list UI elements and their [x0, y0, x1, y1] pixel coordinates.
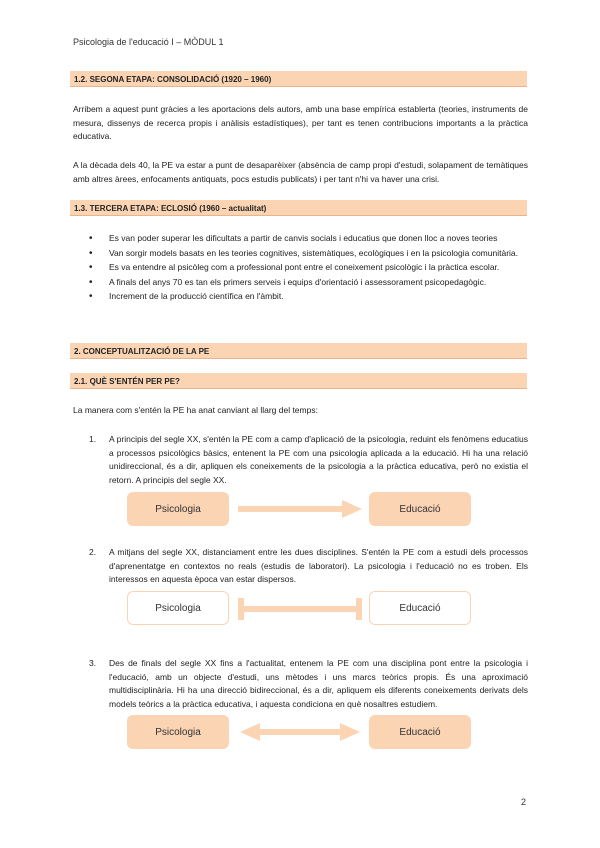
numbered-item-3: 3. Des de finals del segle XX fins a l'actualitat, entenem la PE com una disciplina pont entre la psicologia i l'educació, amb un objecte d'estudi, uns mètodes i uns marcs teòrics propis. És una aproximació multidisciplinària. Hi ha una direcció bidireccional, és a dir, apliquem els diferents coneixements derivats dels models teòrics a la pràctica educativa, i aquesta condiciona en què nosaltres estudiem. [89, 658, 528, 709]
list-item: • Es va entendre al psicòleg com a professional pont entre el coneixement psicològic i la pràctica escolar. [89, 262, 500, 273]
diagram-3-educacio-box: Educació [369, 715, 471, 749]
section-1-2-heading: 1.2. SEGONA ETAPA: CONSOLIDACIÓ (1920 – 1960) [70, 71, 527, 87]
section-1-3-bullet-list [73, 232, 528, 305]
numbered-item-2: 2. A mitjans del segle XX, distanciament entre les dues disciplines. S'entén la PE com a estudi dels processos d'aprenentatge en contextos no reals (estudis de laboratori). La psicologia i l'educació no es troben. Els interessos en aquesta època van estar dispersos. [89, 547, 528, 584]
section-2-1-intro: La manera com s'entén la PE ha anat canviant al llarg del temps: [73, 405, 318, 415]
bullet-icon: • [89, 276, 93, 288]
section-2-1-heading: 2.1. QUÈ S'ENTÉN PER PE? [70, 373, 527, 389]
diagram-3-psicologia-box: Psicologia [127, 715, 229, 749]
section-2-heading: 2. CONCEPTUALITZACIÓ DE LA PE [70, 343, 527, 359]
diagram-1-psicologia-box: Psicologia [127, 492, 229, 526]
diagram-2-psicologia-box: Psicologia [127, 591, 229, 625]
diagram-1-arrow-icon [236, 499, 366, 519]
list-item: • Es van poder superar les dificultats a partir de canvis socials i educatius que donen lloc a noves teories [89, 233, 498, 244]
diagram-2-separation-icon [236, 597, 366, 621]
diagram-3-bidirectional-arrow-icon [236, 722, 366, 742]
section-1-2-paragraph-1: Arribem a aquest punt gràcies a les aportacions dels autors, amb una base empírica establerta (teories, instruments de mesura, dissenys de recerca propis i anàlisis estadístiques), per tant es tenen contribucions importants a la pràctica educativa. [73, 104, 528, 141]
bullet-icon: • [89, 291, 93, 302]
section-1-2-paragraph-2: A la dècada dels 40, la PE va estar a punt de desaparèixer (absència de camp propi d'estudi, solapament de temàtiques amb altres àrees, enfocaments antiquats, pocs estudis publicats) i per tant n'hi va haver una crisi. [73, 160, 528, 184]
list-item: • A finals del anys 70 es tan els primers serveis i equips d'orientació i assessorament psicopedagògic. [89, 276, 487, 288]
section-1-3-heading: 1.3. TERCERA ETAPA: ECLOSIÓ (1960 – actualitat) [70, 200, 527, 216]
list-item: • Increment de la producció científica en l'àmbit. [89, 291, 284, 302]
bullet-icon: • [89, 247, 93, 259]
numbered-item-1: 1. A principis del segle XX, s'entén la PE com a camp d'aplicació de la psicologia, reduint els fenòmens educatius a processos psicològics bàsics, entenent la PE com una psicologia aplicada a la educació. Hi ha una relació unidireccional, és a dir, apliquen els coneixements de la psicologia a la pràctica educativa, però no existia el retorn. A principis del segle XX. [89, 434, 528, 485]
list-item: • Van sorgir models basats en les teories cognitives, sistemàtiques, ecològiques i en la psicologia comunitària. [89, 247, 519, 259]
bullet-icon: • [89, 233, 93, 244]
diagram-2-educacio-box: Educació [369, 591, 471, 625]
page-number: 2 [521, 797, 527, 807]
bullet-icon: • [89, 262, 93, 273]
diagram-1-educacio-box: Educació [369, 492, 471, 526]
page-header: Psicologia de l'educació I – MÒDUL 1 [73, 37, 224, 47]
